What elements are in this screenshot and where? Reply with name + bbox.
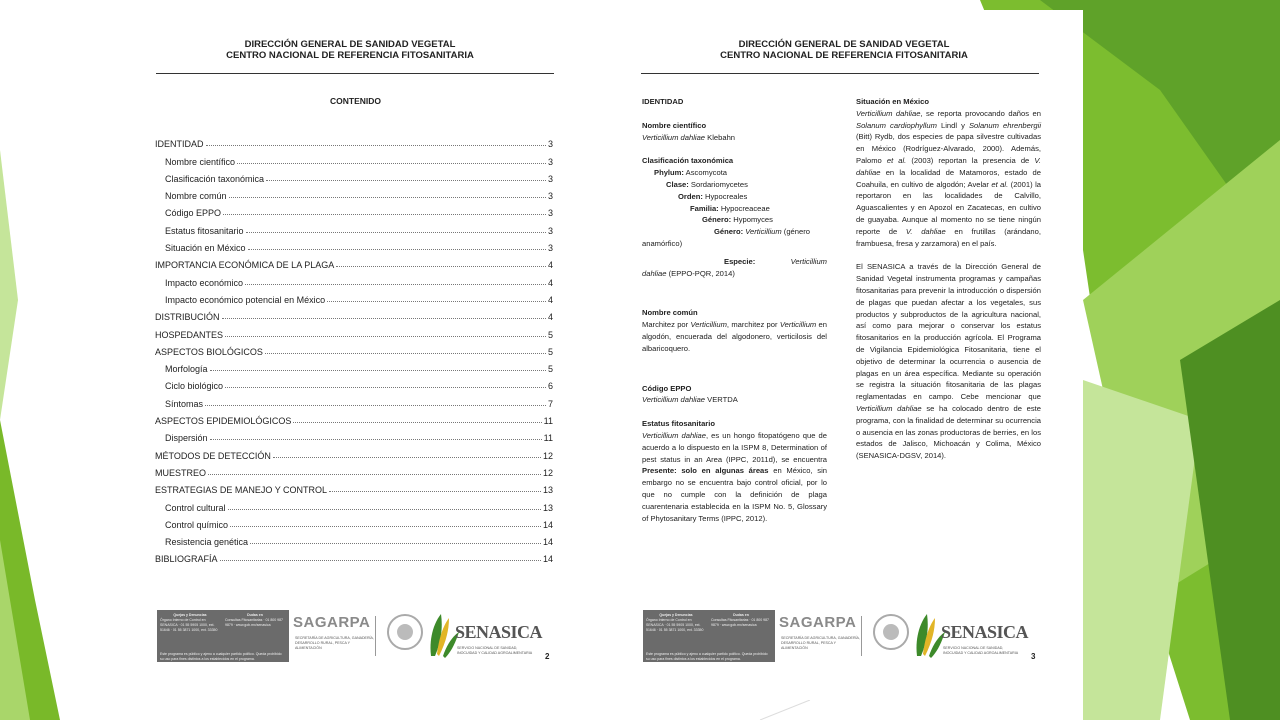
toc-entry-label: Nombre científico bbox=[165, 156, 236, 167]
toc-entry-label: Ciclo biológico bbox=[165, 381, 224, 392]
taxon-row: Phylum: Ascomycota bbox=[654, 168, 728, 178]
toc-leader-dots bbox=[208, 474, 541, 475]
header-rule bbox=[641, 73, 1039, 74]
toc-entry-page: 3 bbox=[547, 156, 553, 167]
toc-leader-dots bbox=[248, 249, 546, 250]
toc-entry-page: 4 bbox=[547, 294, 553, 305]
toc-entry-page: 3 bbox=[547, 225, 553, 236]
sagarpa-logo: SAGARPA bbox=[293, 614, 371, 631]
toc-entry bbox=[155, 322, 553, 339]
toc-entry bbox=[155, 478, 553, 495]
toc-entry-label: Clasificación taxonómica bbox=[165, 173, 265, 184]
toc-entry bbox=[155, 530, 553, 547]
heading-nombre-comun: Nombre común bbox=[642, 308, 698, 318]
toc-entry bbox=[155, 132, 553, 149]
toc-entry bbox=[155, 305, 553, 322]
toc-entry bbox=[155, 236, 553, 253]
heading-codigo-eppo: Código EPPO bbox=[642, 383, 692, 393]
toc-entry-label: ASPECTOS BIOLÓGICOS bbox=[155, 346, 263, 357]
toc-entry-label: ESTRATEGIAS DE MANEJO Y CONTROL bbox=[155, 485, 328, 496]
toc-leader-dots bbox=[336, 266, 546, 267]
toc-entry-page: 4 bbox=[547, 312, 553, 323]
toc-leader-dots bbox=[206, 145, 546, 146]
page-number: 3 bbox=[1031, 652, 1036, 661]
toc-entry bbox=[155, 547, 553, 564]
nombre-cientifico-text: Verticillium dahliae Klebahn bbox=[642, 132, 736, 142]
toc-leader-dots bbox=[229, 197, 546, 198]
heading-estatus: Estatus fitosanitario bbox=[642, 419, 715, 429]
toc-leader-dots bbox=[293, 422, 541, 423]
section-identidad: IDENTIDAD bbox=[642, 97, 684, 106]
toc-entry-label: HOSPEDANTES bbox=[155, 329, 224, 340]
table-of-contents bbox=[155, 132, 553, 564]
taxonomy-list bbox=[642, 167, 827, 226]
toc-entry-label: IDENTIDAD bbox=[155, 139, 204, 150]
toc-entry bbox=[155, 374, 553, 391]
toc-entry-page: 14 bbox=[542, 519, 553, 530]
toc-entry-label: Control químico bbox=[165, 519, 229, 530]
header-line1: DIRECCIÓN GENERAL DE SANIDAD VEGETAL bbox=[738, 39, 950, 50]
toc-leader-dots bbox=[265, 353, 546, 354]
header-rule bbox=[156, 73, 554, 74]
toc-entry bbox=[155, 391, 553, 408]
toc-entry bbox=[155, 184, 553, 201]
toc-entry-page: 7 bbox=[547, 398, 553, 409]
heading-nombre-cientifico: Nombre científico bbox=[642, 120, 707, 130]
toc-entry-page: 14 bbox=[542, 554, 553, 565]
toc-leader-dots bbox=[205, 405, 546, 406]
toc-leader-dots bbox=[228, 509, 541, 510]
toc-entry-label: Nombre común bbox=[165, 191, 227, 202]
toc-entry-label: IMPORTANCIA ECONÓMICA DE LA PLAGA bbox=[155, 260, 335, 271]
senasica-logo: SENASICA bbox=[941, 622, 1029, 642]
toc-entry-page: 3 bbox=[547, 173, 553, 184]
taxon-row: Género: Hypomyces bbox=[702, 215, 773, 225]
toc-entry-label: Código EPPO bbox=[165, 208, 222, 219]
sagarpa-logo: SAGARPA bbox=[779, 614, 857, 631]
toc-leader-dots bbox=[246, 232, 546, 233]
estatus-text: Verticillium dahliae, es un hongo fitopatógeno que de acuerdo a lo dispuesto en la ISPM 8, Determination of pest status in an Area (IPPC, 2011d), se encuentra Presente: solo en algunas áreas en México, sin embargo no se encuentra bajo control oficial, por lo que no cumple con la definición de plaga cuarentenaria establecida en la ISPM No. 5, Glossary of Phytosanitary Terms (IPPC, 2012). bbox=[642, 430, 827, 523]
toc-entry bbox=[155, 426, 553, 443]
toc-entry bbox=[155, 461, 553, 478]
toc-entry-label: Situación en México bbox=[165, 243, 246, 254]
right-column bbox=[856, 96, 1041, 462]
toc-entry bbox=[155, 288, 553, 305]
toc-entry-page: 5 bbox=[547, 329, 553, 340]
toc-entry bbox=[155, 340, 553, 357]
page-header bbox=[605, 39, 1083, 61]
toc-entry bbox=[155, 270, 553, 287]
toc-entry-label: ASPECTOS EPIDEMIOLÓGICOS bbox=[155, 416, 292, 427]
toc-entry-page: 5 bbox=[547, 346, 553, 357]
toc-entry-label: Impacto económico bbox=[165, 277, 244, 288]
toc-entry-page: 3 bbox=[547, 139, 553, 150]
toc-leader-dots bbox=[237, 163, 546, 164]
taxon-genero-anamorfico: Género: Verticillium (género bbox=[714, 227, 810, 237]
taxon-row: Familia: Hypocreaceae bbox=[690, 203, 770, 213]
toc-leader-dots bbox=[210, 370, 546, 371]
toc-entry bbox=[155, 253, 553, 270]
toc-title: CONTENIDO bbox=[330, 96, 381, 106]
toc-entry-label: Estatus fitosanitario bbox=[165, 225, 244, 236]
heading-clasificacion: Clasificación taxonómica bbox=[642, 156, 734, 166]
toc-entry-page: 4 bbox=[547, 277, 553, 288]
toc-entry bbox=[155, 495, 553, 512]
toc-entry bbox=[155, 443, 553, 460]
toc-entry bbox=[155, 513, 553, 530]
toc-entry-page: 13 bbox=[542, 485, 553, 496]
toc-entry-page: 11 bbox=[543, 416, 553, 427]
toc-leader-dots bbox=[329, 491, 541, 492]
nombre-comun-text: Marchitez por Verticillium, marchitez por Verticillium en algodón, encuerada del algodonero, verticilosis del albaricoquero. bbox=[642, 320, 827, 353]
toc-entry-label: Síntomas bbox=[165, 398, 204, 409]
codigo-eppo-text: Verticillium dahliae VERTDA bbox=[642, 395, 738, 405]
document-page-identidad bbox=[605, 10, 1083, 700]
toc-leader-dots bbox=[230, 526, 541, 527]
document-page-contents bbox=[120, 10, 580, 700]
taxon-row: Orden: Hypocreales bbox=[678, 191, 748, 201]
toc-leader-dots bbox=[245, 284, 546, 285]
toc-leader-dots bbox=[273, 457, 541, 458]
header-line2: CENTRO NACIONAL DE REFERENCIA FITOSANITARIA bbox=[226, 50, 474, 61]
toc-entry bbox=[155, 149, 553, 166]
contact-box: Quejas y Denuncias Órgano Interno de Control en SENASICA · 01 55 5905 1000, ext. 51646 · 01 55 3871 1000, ext. 33350 Dudas en Consultas Fitosanitarias · 01 800 987 9879 · www.gob.mx/senasica Este programa es público y ajeno a cualquier partido político. Queda prohibido su uso para fines distintos a los establecidos en el programa. bbox=[157, 610, 289, 662]
toc-entry bbox=[155, 167, 553, 184]
toc-leader-dots bbox=[327, 301, 546, 302]
header-line1: DIRECCIÓN GENERAL DE SANIDAD VEGETAL bbox=[244, 39, 456, 50]
toc-entry-page: 3 bbox=[547, 243, 553, 254]
toc-entry-label: MÉTODOS DE DETECCIÓN bbox=[155, 450, 271, 461]
toc-entry-label: DISTRIBUCIÓN bbox=[155, 312, 220, 323]
toc-entry bbox=[155, 409, 553, 426]
toc-entry-page: 14 bbox=[542, 537, 553, 548]
mexico-seal-icon bbox=[387, 614, 423, 650]
toc-entry-page: 3 bbox=[547, 191, 553, 202]
toc-entry-page: 11 bbox=[543, 433, 553, 444]
toc-leader-dots bbox=[223, 214, 546, 215]
toc-entry bbox=[155, 201, 553, 218]
toc-entry-page: 6 bbox=[547, 381, 553, 392]
taxon-especie: Especie: Verticillium bbox=[724, 256, 827, 266]
senasica-logo: SENASICA bbox=[455, 622, 543, 642]
left-column: IDENTIDAD Nombre científico Verticillium dahliae Klebahn Clasificación taxonómica Phylum: Ascomycota Clase: Sordariomycetes Orden: Hypocreales Familia: Hypocreaceae Género: Hypomyces Género: Verticillium (género anamórfico) Especie: Verticillium dahliae (EPPO-PQR, 2014) Nombre común Marchitez por Verticillium, marchitez por Verticillium en algodón, encuerada del algodonero, verticilosis del albaricoquero. Código EPPO Verticillium dahliae VERTDA Estatus fitosanitario Verticillium dahliae, es un hongo fitopatógeno que de acuerdo a lo dispuesto en la ISPM 8, Determination of pest status in an Area (IPPC, 2011d), se encuentra Presente: solo en algunas áreas en México, sin embargo no se encuentra bajo control oficial, por lo que no cumple con la definición de plaga cuarentenaria establecida en la ISPM No. 5, Glossary of Phytosanitary Terms (IPPC, 2012). bbox=[642, 97, 827, 523]
toc-leader-dots bbox=[225, 387, 546, 388]
toc-entry-page: 3 bbox=[547, 208, 553, 219]
mexico-seal-icon bbox=[873, 614, 909, 650]
toc-entry-page: 12 bbox=[542, 450, 553, 461]
situacion-text: Verticillium dahliae, se reporta provocando daños en Solanum cardiophyllum Lindl y Solanum ehrenbergii (Bitt) Rydb, dos especies de papa silvestre cultivadas en México (Rodríguez-Alvarado, 2000). Además, Palomo et al. (2003) reportan la presencia de V. dahliae en la localidad de Matamoros, estado de Coahuila, en cultivo de algodón; Avelar et al. (2001) la reportaron en las localidades de Calvillo, Aguascalientes y en Apozol en Zacatecas, en cultivo de guayaba. Aunque al momento no se tiene ningún reporte de V. dahliae en frutillas (arándano, frambuesa, fresa y zarzamora) en el país. bbox=[856, 108, 1042, 248]
toc-entry bbox=[155, 357, 553, 374]
page-header bbox=[120, 39, 580, 61]
toc-leader-dots bbox=[225, 336, 546, 337]
toc-entry-label: Dispersión bbox=[165, 433, 208, 444]
toc-leader-dots bbox=[222, 318, 546, 319]
header-line2: CENTRO NACIONAL DE REFERENCIA FITOSANITARIA bbox=[720, 50, 968, 61]
toc-entry-label: Morfología bbox=[165, 364, 208, 375]
toc-leader-dots bbox=[210, 439, 542, 440]
toc-entry-label: MUESTREO bbox=[155, 467, 207, 478]
toc-entry bbox=[155, 218, 553, 235]
toc-entry-label: BIBLIOGRAFÍA bbox=[155, 554, 218, 565]
toc-entry-page: 4 bbox=[547, 260, 553, 271]
toc-entry-page: 12 bbox=[542, 467, 553, 478]
toc-leader-dots bbox=[220, 560, 541, 561]
toc-entry-label: Impacto económico potencial en México bbox=[165, 294, 326, 305]
toc-leader-dots bbox=[250, 543, 541, 544]
contact-box: Quejas y Denuncias Órgano Interno de Control en SENASICA · 01 55 5905 1000, ext. 51646 · 01 55 3871 1000, ext. 33350 Dudas en Consultas Fitosanitarias · 01 800 987 9879 · www.gob.mx/senasica Este programa es público y ajeno a cualquier partido político. Queda prohibido su uso para fines distintos a los establecidos en el programa. bbox=[643, 610, 775, 662]
page-footer: Quejas y Denuncias Órgano Interno de Control en SENASICA · 01 55 5905 1000, ext. 51646 · 01 55 3871 1000, ext. 33350 Dudas en Consultas Fitosanitarias · 01 800 987 9879 · www.gob.mx/senasica Este programa es público y ajeno a cualquier partido político. Queda prohibido su uso para fines distintos a los establecidos en el programa. SAGARPA SECRETARÍA DE AGRICULTURA, GANADERÍA, DESARROLLO RURAL, PESCA Y ALIMENTACIÓN SENASICA SERVICIO NACIONAL DE SANIDAD, INOCUIDAD Y CALIDAD AGROALIMENTARIA 3 bbox=[643, 610, 1043, 664]
page-footer: Quejas y Denuncias Órgano Interno de Control en SENASICA · 01 55 5905 1000, ext. 51646 · 01 55 3871 1000, ext. 33350 Dudas en Consultas Fitosanitarias · 01 800 987 9879 · www.gob.mx/senasica Este programa es público y ajeno a cualquier partido político. Queda prohibido su uso para fines distintos a los establecidos en el programa. SAGARPA SECRETARÍA DE AGRICULTURA, GANADERÍA, DESARROLLO RURAL, PESCA Y ALIMENTACIÓN SENASICA SERVICIO NACIONAL DE SANIDAD, INOCUIDAD Y CALIDAD AGROALIMENTARIA 2 bbox=[157, 610, 557, 664]
toc-entry-page: 13 bbox=[542, 502, 553, 513]
page-number: 2 bbox=[545, 652, 550, 661]
toc-entry-label: Resistencia genética bbox=[165, 537, 249, 548]
taxon-row: Clase: Sordariomycetes bbox=[666, 179, 748, 189]
heading-situacion: Situación en México bbox=[856, 97, 930, 106]
toc-entry-label: Control cultural bbox=[165, 502, 226, 513]
toc-entry-page: 5 bbox=[547, 364, 553, 375]
toc-leader-dots bbox=[266, 180, 546, 181]
senasica-text: El SENASICA a través de la Dirección General de Sanidad Vegetal instrumenta programas y campañas fitosanitarias para prevenir la introducción o dispersión de plagas que puedan afectar a los vegetales, sus productos y subproductos de la agricultura nacional, así como para mejorar o conservar los estatus fitosanitarios en la producción agrícola. El Programa de Vigilancia Epidemiológica Fitosanitaria, tiene el objetivo de determinar la ocurrencia o ausencia de plagas en un área específica. Mediante su operación se registra la situación fitosanitaria de las plagas reglamentadas en campo. Cebe mencionar que Verticillium dahliae se ha colocado dentro de este programa, con la finalidad de determinar su ocurrencia o ausencia en las zonas productoras de berries, en los estados de Jalisco, Michoacán y Colima, México (SENASICA-DGSV, 2014). bbox=[856, 262, 1042, 461]
